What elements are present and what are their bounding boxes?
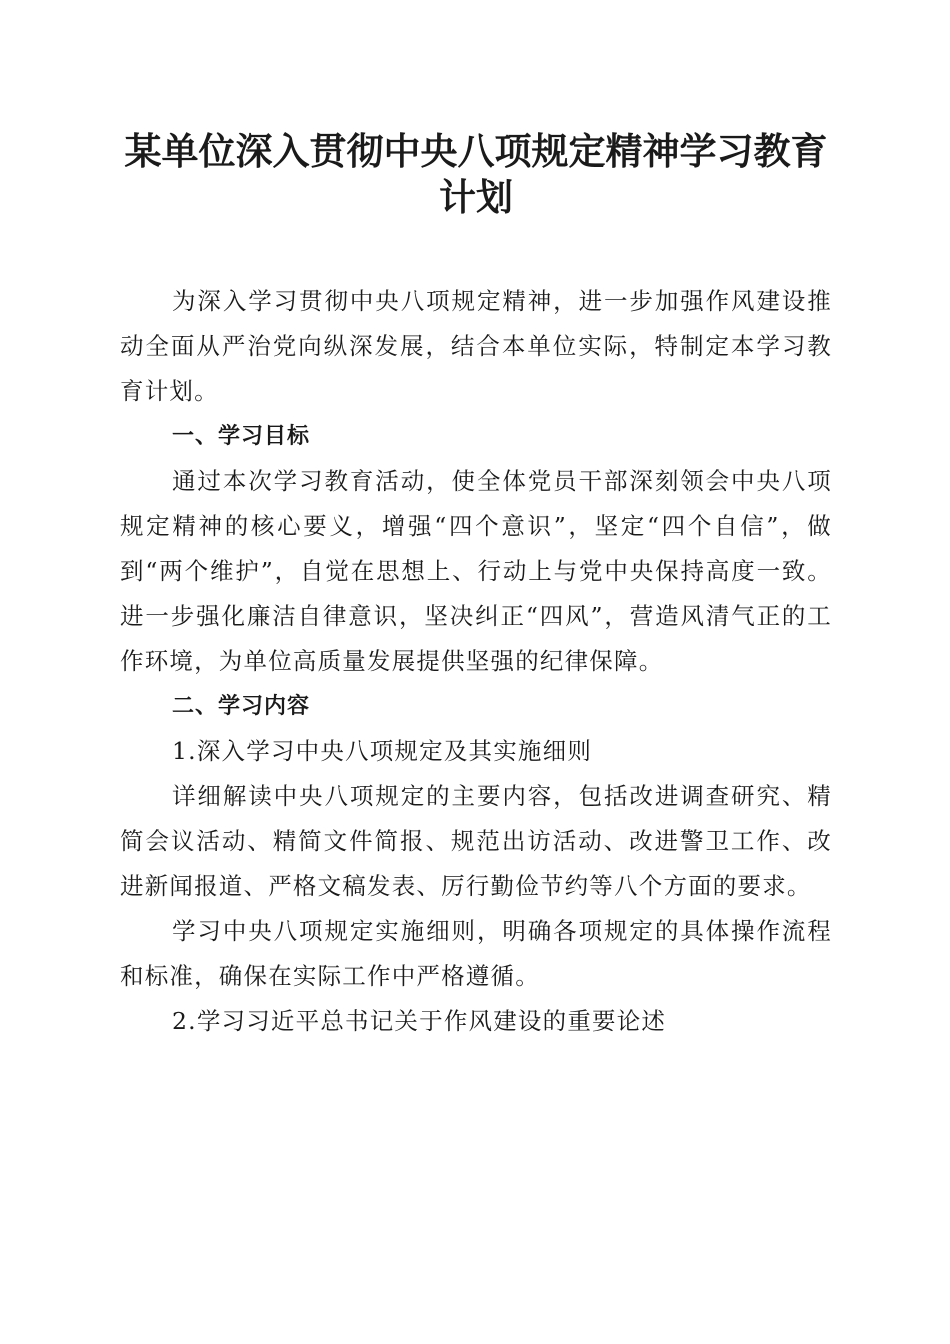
intro-paragraph: 为深入学习贯彻中央八项规定精神，进一步加强作风建设推动全面从严治党向纵深发展，结合本单位实际，特制定本学习教育计划。 [120,287,832,405]
goals-paragraph: 通过本次学习教育活动，使全体党员干部深刻领会中央八项规定精神的核心要义，增强“四个意识”，坚定“四个自信”，做到“两个维护”，自觉在思想上、行动上与党中央保持高度一致。进一步强化廉洁自律意识，坚决纠正“四风”，营造风清气正的工作环境，为单位高质量发展提供坚强的纪律保障。 [120,467,832,675]
item2-title: 2.学习习近平总书记关于作风建设的重要论述 [172,1007,667,1035]
item1-paragraph-2: 学习中央八项规定实施细则，明确各项规定的具体操作流程和标准，确保在实际工作中严格遵循。 [120,917,832,990]
item1-title: 1.深入学习中央八项规定及其实施细则 [172,737,593,765]
section-heading-content: 二、学习内容 [172,694,311,719]
section-heading-goals: 一、学习目标 [172,424,311,449]
item1-paragraph-1: 详细解读中央八项规定的主要内容，包括改进调查研究、精简会议活动、精简文件简报、规范出访活动、改进警卫工作、改进新闻报道、严格文稿发表、厉行勤俭节约等八个方面的要求。 [120,782,832,900]
document-title: 某单位深入贯彻中央八项规定精神学习教育计划 [124,129,828,219]
document-body [120,279,832,1044]
